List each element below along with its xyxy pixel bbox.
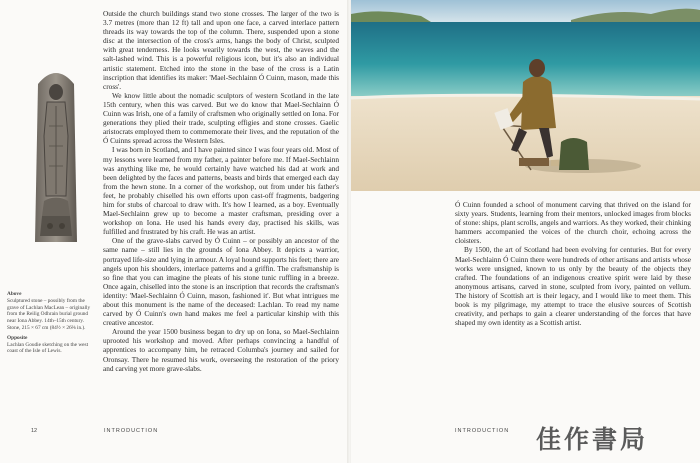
paragraph: Ó Cuinn founded a school of monument carving that thrived on the island for sixty years. Students, learning from their mentors, unlocked images from blocks of stone: ships, plant scrolls, angels and warriors. As they worked, their chinking hammers accompanied the voices of the church choir, echoing across the cloisters.: [455, 200, 691, 246]
right-body-text: [455, 200, 691, 360]
paragraph: By 1500, the art of Scotland had been evolving for centuries. But for every Mael-Sechlainn Ó Cuinn there were hundreds of other artisans and artists whose works were unsigned, known to us only by the beauty of the objects they crafted. The foundations of an indigenous creative spirit were laid by these anonymous artisans, carved in stone, sculpted from ivory, painted on vellum. The history of Scottish art is their legacy, and I would like to meet them. This book is my pilgrimage, my attempt to trace the elusive sources of Scottish creativity, and perhaps to gain a clearer understanding of the forces that have shaped my own identity as a Scottish artist.: [455, 245, 691, 328]
paragraph: One of the grave-slabs carved by Ó Cuinn – or possibly an ancestor of the same name – still lies in the grounds of Iona Abbey. It depicts a warrior, portrayed life-size and lying in armour. A loyal hound supports his feet; there are angels upon his shoulders, interlace patterns and a griffin. The craftsmanship is so fine that you can imagine the pleats of his stone tunic ruffling in a breeze. Once again, chiselled into the stone is an inscription that records the craftsman's identity: 'Mael-Sechlainn Ó Cuinn, mason, fashioned it'. But what intrigues me about this monument is the name of the deceased: Lachlan. To read my name carved by Ó Cuinn's own hand makes me feel a particular kinship with this creative ancestor.: [103, 236, 339, 328]
left-body-text: [103, 9, 339, 419]
caption-opposite-heading: Opposite: [7, 334, 28, 341]
caption-opposite-text: Lachlan Goudie sketching on the west coast of the Isle of Lewis.: [7, 341, 89, 355]
paragraph: Around the year 1500 business began to dry up on Iona, so Mael-Sechlainn uprooted his workshop and moved. After perhaps convincing a handful of apprentices to accompany him, he retraced Columba's journey and sailed for Oronsay. There he resumed his work, overseeing the restoration of the priory and carving yet more grave-slabs.: [103, 327, 339, 373]
watermark-stamp: 佳作書局: [536, 425, 649, 454]
image-caption: [7, 291, 91, 358]
caption-above-text: Sculptured stone – possibly from the grave of Lachlan MacLean – originally from the Reilig Odhrain burial ground near Iona Abbey. 14th–15th century. Stone, 215 × 67 cm (84½ × 26⅜ in.).: [7, 297, 91, 331]
paragraph: We know little about the nomadic sculptors of western Scotland in the late 15th century, when this was carved. But we do know that Mael-Sechlainn Ó Cuinn was Irish, one of a family of craftsmen who originally settled on Iona. For generations they plied their trade, sculpting effigies and stone crosses. Gaelic aristocrats employed them to commemorate their lives, and the reputation of the Ó Cuinns spread across the Western Isles.: [103, 90, 339, 146]
paragraph: Outside the church buildings stand two stone crosses. The larger of the two is 3.7 metres (more than 12 ft) tall and upon one face, a carved interlace pattern threads its way towards the top of the column. There, suspended upon a stone disc at the intersection of the cross's arms, hangs the body of Christ, sculpted with great tenderness. He looks wearily towards the west, the waves and the salt-lashed wind. This is a powerful religious icon, but it's also an individual artistic statement. Etched into the stone in the base of the cross is a Latin inscription that identifies its maker: 'Mael-Sechlainn Ó Cuinn, mason, made this cross'.: [103, 9, 339, 91]
beach-sketching-photo: [351, 0, 700, 191]
caption-above-heading: Above: [7, 291, 22, 297]
page-number: 12: [31, 428, 38, 434]
paragraph: I was born in Scotland, and I have painted since I was four years old. Most of my lessons were learned from my father, a painter before me. If Mael-Sechlainn was anything like me, he would certainly have watched his dad at work and been delighted by the faces and patterns, beasts and birds that emerged each day from the hewn stone. In a corner of the workshop, out from under his father's feet, he probably chiselled his own efforts upon cast-off fragments, badgering him for stubs of charcoal to draw with. It's how I learned, as a boy. Eventually Mael-Sechlainn grew up to become a master craftsman, presiding over a workshop on Iona. He used his hands every day, practised his skills, was fulfilled and frustrated by his craft. He was an artist.: [103, 145, 339, 237]
sculptured-stone-photo: [30, 66, 82, 246]
running-head: INTRODUCTION: [455, 428, 510, 434]
running-head: INTRODUCTION: [104, 428, 159, 434]
